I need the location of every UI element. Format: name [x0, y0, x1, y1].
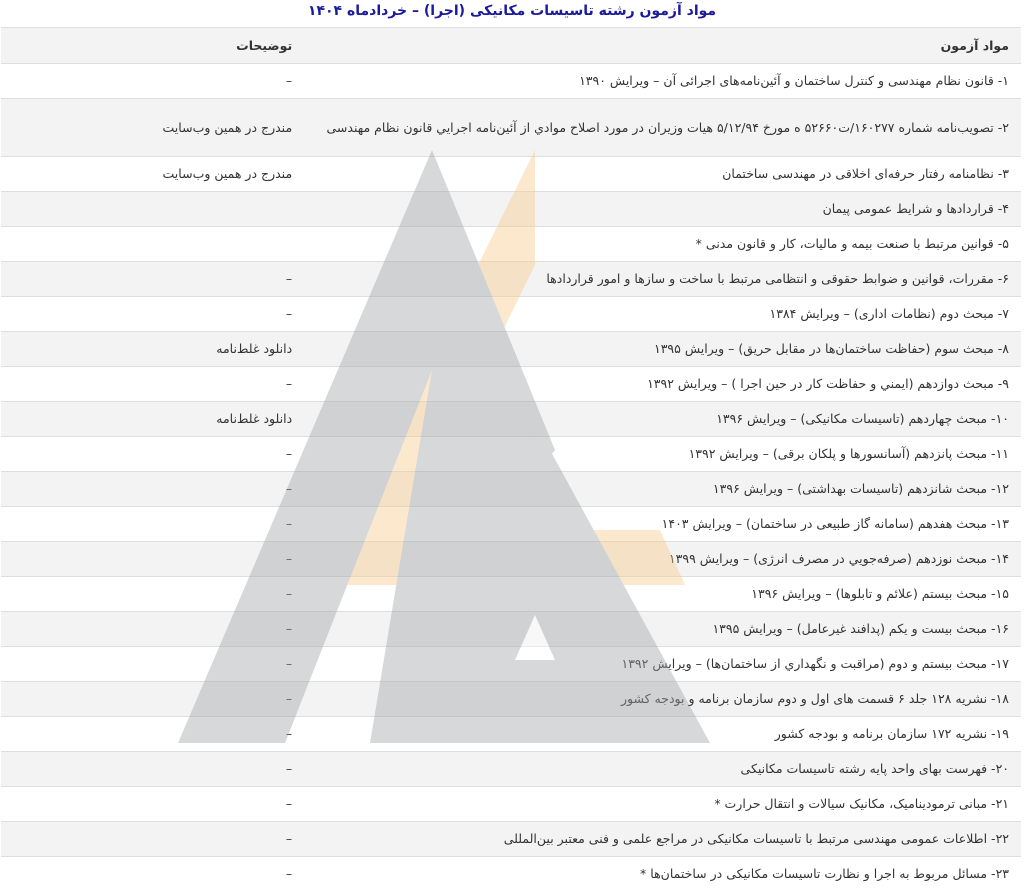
subject-cell: ۲۲- اطلاعات عمومی مهندسی مرتبط با تاسیسات مکانیکی در مراجع علمی و فنی معتبر بین‌المللی — [304, 822, 1021, 857]
notes-cell — [1, 192, 304, 227]
table-row — [1, 647, 1021, 682]
table-row — [1, 297, 1021, 332]
notes-cell — [1, 227, 304, 262]
notes-link[interactable]: مندرج در همین وب‌سایت — [1, 157, 304, 192]
table-row — [1, 157, 1021, 192]
subject-cell: ۲۱- مبانی ترمودینامیک، مکانیک سیالات و انتقال حرارت * — [304, 787, 1021, 822]
notes-cell: – — [1, 542, 304, 577]
table-row — [1, 507, 1021, 542]
table-row — [1, 752, 1021, 787]
subject-cell: ۱۷- مبحث بیستم و دوم (مراقبت و نگهداري از ساختمان‌ها) – ویرایش ۱۳۹۲ — [304, 647, 1021, 682]
notes-cell: – — [1, 752, 304, 787]
notes-cell: – — [1, 367, 304, 402]
notes-cell: – — [1, 507, 304, 542]
subject-cell: ۱- قانون نظام مهندسی و کنترل ساختمان و آئین‌نامه‌های اجرائی آن – ویرایش ۱۳۹۰ — [304, 64, 1021, 99]
table-row — [1, 402, 1021, 437]
notes-link[interactable]: مندرج در همین وب‌سایت — [1, 99, 304, 157]
page-title: مواد آزمون رشته تاسیسات مکانیکی (اجرا) – خردادماه ۱۴۰۴ — [307, 3, 717, 19]
table-row — [1, 99, 1021, 157]
notes-cell: – — [1, 472, 304, 507]
table-row — [1, 717, 1021, 752]
subject-cell: ۱۶- مبحث بیست و یکم (پدافند غیرعامل) – ویرایش ۱۳۹۵ — [304, 612, 1021, 647]
header-notes: توضیحات — [1, 28, 304, 64]
table-row — [1, 64, 1021, 99]
notes-cell: – — [1, 647, 304, 682]
table-row — [1, 577, 1021, 612]
subject-cell: ۱۳- مبحث هفدهم (سامانه گاز طبیعی در ساختمان) – ویرایش ۱۴۰۳ — [304, 507, 1021, 542]
table-row — [1, 542, 1021, 577]
notes-cell: – — [1, 787, 304, 822]
notes-cell: – — [1, 262, 304, 297]
subject-cell: ۲۰- فهرست بهای واحد پایه رشته تاسیسات مکانیکی — [304, 752, 1021, 787]
table-row — [1, 367, 1021, 402]
header-subjects: مواد آزمون — [304, 28, 1021, 64]
notes-cell: – — [1, 682, 304, 717]
table-row — [1, 192, 1021, 227]
notes-cell: – — [1, 612, 304, 647]
subject-cell: ۷- مبحث دوم (نظامات اداری) – ویرایش ۱۳۸۴ — [304, 297, 1021, 332]
notes-link[interactable]: دانلود غلط‌نامه — [1, 402, 304, 437]
exam-subjects-table — [1, 27, 1021, 892]
table-header-row — [1, 28, 1021, 64]
subject-cell: ۵- قوانین مرتبط با صنعت بیمه و مالیات، کار و قانون مدنی * — [304, 227, 1021, 262]
table-row — [1, 682, 1021, 717]
table-row — [1, 822, 1021, 857]
subject-cell: ۹- مبحث دوازدهم (ايمني و حفاظت کار در حین اجرا ) – ویرایش ۱۳۹۲ — [304, 367, 1021, 402]
subject-cell: ۱۵- مبحث بیستم (علائم و تابلوها) – ویرایش ۱۳۹۶ — [304, 577, 1021, 612]
table-row — [1, 437, 1021, 472]
table-row — [1, 612, 1021, 647]
subject-cell: ۴- قراردادها و شرایط عمومی پیمان — [304, 192, 1021, 227]
subject-cell: ۱۱- مبحث پانزدهم (آسانسورها و پلکان برقی) – ویرایش ۱۳۹۲ — [304, 437, 1021, 472]
subject-cell: ۲- تصویب‌نامه شماره ۱۶۰۲۷۷/ت۵۲۶۶۰ ه مورخ ۵/۱۲/۹۴ هیات وزیران در مورد اصلاح موادي از آئین‌نامه اجرايي قانون نظام مهندسی — [304, 99, 1021, 157]
subject-cell: ۱۹- نشریه ۱۷۲ سازمان برنامه و بودجه کشور — [304, 717, 1021, 752]
subject-cell: ۳- نظامنامه رفتار حرفه‌ای اخلاقی در مهندسی ساختمان — [304, 157, 1021, 192]
subject-cell: ۲۳- مسائل مربوط به اجرا و نظارت تاسیسات مکانیکی در ساختمان‌ها * — [304, 857, 1021, 892]
table-row — [1, 262, 1021, 297]
notes-cell: – — [1, 717, 304, 752]
table-row — [1, 472, 1021, 507]
notes-cell: – — [1, 822, 304, 857]
subject-cell: ۱۴- مبحث نوزدهم (صرفه‌جويي در مصرف انرژی) – ویرایش ۱۳۹۹ — [304, 542, 1021, 577]
notes-cell: – — [1, 577, 304, 612]
table-row — [1, 227, 1021, 262]
table-row — [1, 332, 1021, 367]
subject-cell: ۱۸- نشریه ۱۲۸ جلد ۶ قسمت های اول و دوم سازمان برنامه و بودجه کشور — [304, 682, 1021, 717]
notes-cell: – — [1, 437, 304, 472]
subject-cell: ۱۰- مبحث چهاردهم (تاسیسات مکانیکی) – ویرایش ۱۳۹۶ — [304, 402, 1021, 437]
notes-cell: – — [1, 857, 304, 892]
subject-cell: ۶- مقررات، قوانین و ضوابط حقوقی و انتظامی مرتبط با ساخت و سازها و امور قراردادها — [304, 262, 1021, 297]
table-row — [1, 787, 1021, 822]
subject-cell: ۸- مبحث سوم (حفاظت ساختمان‌ها در مقابل حریق) – ویرایش ۱۳۹۵ — [304, 332, 1021, 367]
table-row — [1, 857, 1021, 892]
notes-link[interactable]: دانلود غلط‌نامه — [1, 332, 304, 367]
notes-cell: – — [1, 64, 304, 99]
subject-cell: ۱۲- مبحث شانزدهم (تاسیسات بهداشتی) – ویرایش ۱۳۹۶ — [304, 472, 1021, 507]
notes-cell: – — [1, 297, 304, 332]
